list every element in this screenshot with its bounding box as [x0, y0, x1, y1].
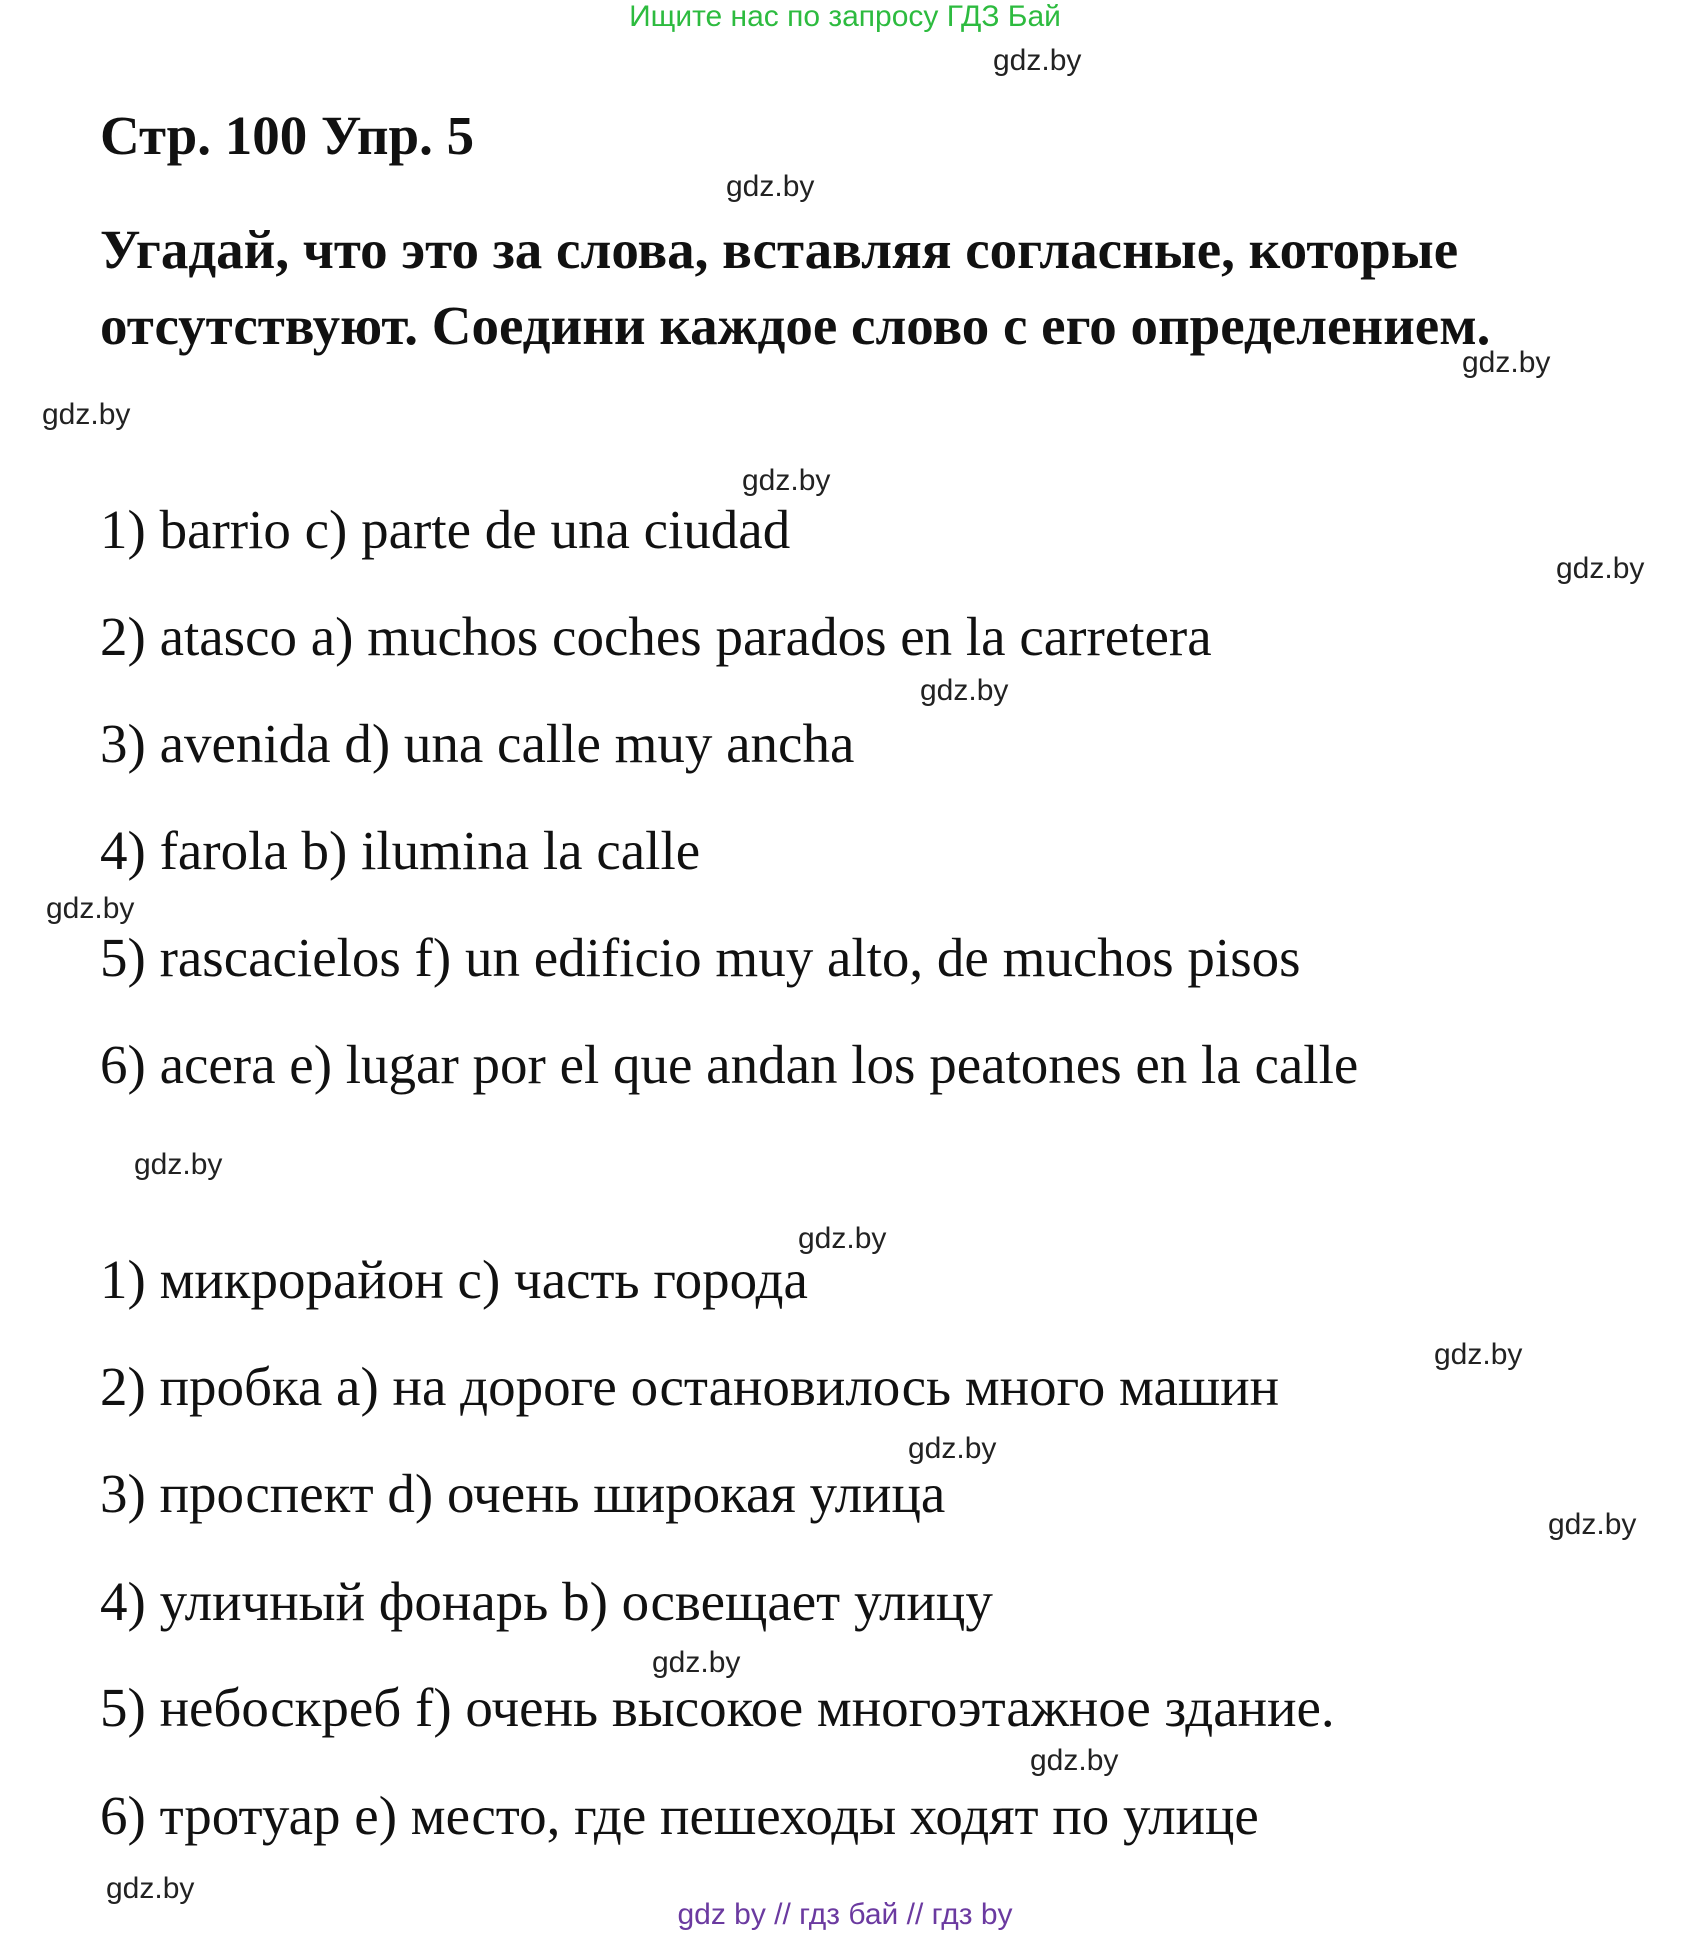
watermark: gdz.by	[908, 1432, 997, 1465]
spanish-answer-2: 2) atasco a) muchos coches parados en la carretera	[100, 606, 1212, 667]
task-line-2: отсутствуют. Соедини каждое слово с его определением.	[100, 295, 1491, 356]
watermark: gdz.by	[106, 1872, 195, 1905]
spanish-answer-3: 3) avenida d) una calle muy ancha	[100, 713, 855, 774]
spanish-answer-5: 5) rascacielos f) un edificio muy alto, de muchos pisos	[100, 927, 1301, 988]
russian-answer-5: 5) небоскреб f) очень высокое многоэтажное здание.	[100, 1677, 1335, 1738]
watermark: gdz.by	[742, 464, 831, 497]
watermark: gdz.by	[46, 892, 135, 925]
russian-answer-1: 1) микрорайон c) часть города	[100, 1249, 808, 1310]
spanish-answer-4: 4) farola b) ilumina la calle	[100, 820, 701, 881]
watermark: gdz.by	[798, 1222, 887, 1255]
footer-links[interactable]: gdz by // гдз бай // гдз by	[677, 1898, 1013, 1931]
watermark: gdz.by	[1548, 1508, 1637, 1541]
top-banner-link[interactable]: Ищите нас по запросу ГДЗ Бай	[629, 0, 1061, 33]
russian-answer-3: 3) проспект d) очень широкая улица	[100, 1463, 946, 1524]
task-statement	[100, 212, 1490, 364]
watermark: gdz.by	[726, 170, 815, 203]
watermark: gdz.by	[134, 1148, 223, 1181]
russian-answer-6: 6) тротуар e) место, где пешеходы ходят по улице	[100, 1785, 1259, 1846]
watermark: gdz.by	[920, 674, 1009, 707]
page-title: Стр. 100 Упр. 5	[100, 105, 475, 166]
spanish-answer-1: 1) barrio c) parte de una ciudad	[100, 499, 791, 560]
watermark: gdz.by	[652, 1646, 741, 1679]
task-line-1: Угадай, что это за слова, вставляя согласные, которые	[100, 219, 1459, 280]
watermark: gdz.by	[1556, 552, 1645, 585]
watermark: gdz.by	[1030, 1744, 1119, 1777]
russian-answer-4: 4) уличный фонарь b) освещает улицу	[100, 1571, 993, 1632]
spanish-answer-6: 6) acera e) lugar por el que andan los peatones en la calle	[100, 1034, 1359, 1095]
watermark: gdz.by	[42, 398, 131, 431]
watermark: gdz.by	[1434, 1338, 1523, 1371]
watermark: gdz.by	[993, 44, 1082, 77]
russian-answer-2: 2) пробка a) на дороге остановилось много машин	[100, 1356, 1280, 1417]
watermark: gdz.by	[1462, 346, 1551, 379]
